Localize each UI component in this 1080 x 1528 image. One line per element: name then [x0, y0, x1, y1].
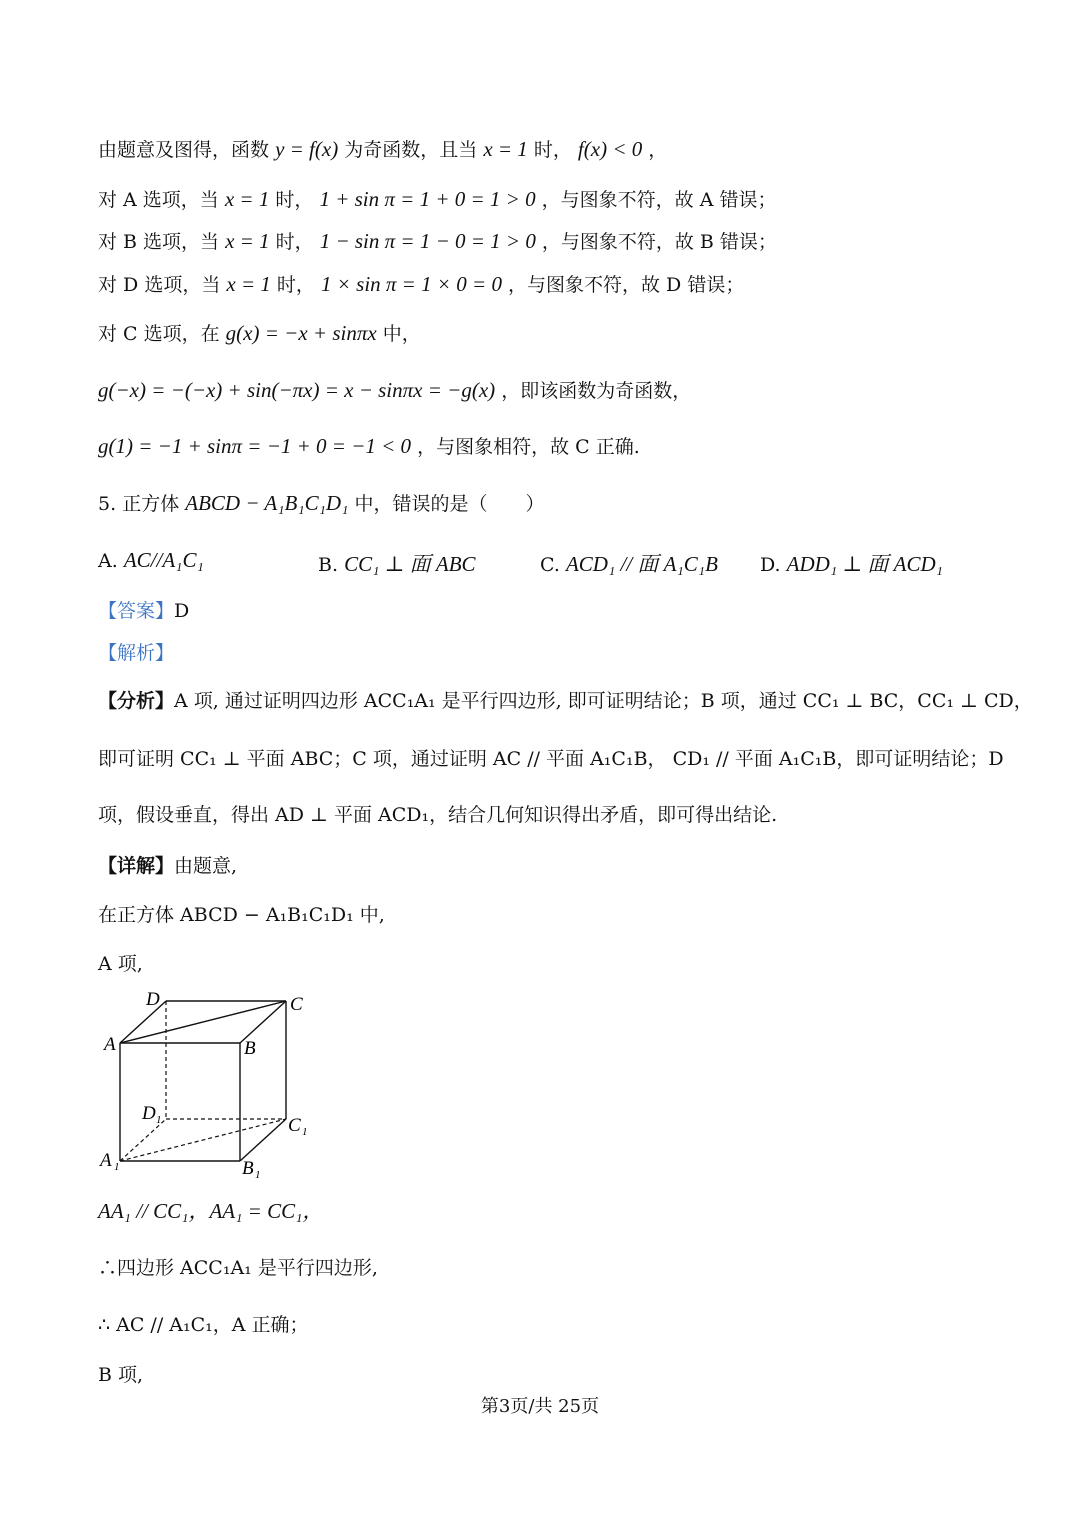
label-D1-sub: 1: [156, 1114, 162, 1126]
detail-a-item: A 项,: [98, 953, 143, 975]
text-line-5: 对 C 选项，在 g(x) = −x + sinπx 中，: [98, 321, 421, 345]
text-line-4: 对 D 选项，当 x = 1 时， 1 × sin π = 1 × 0 = 0 ，与图象不符，故 D 错误；: [98, 272, 745, 296]
label-B1-sub: 1: [255, 1169, 261, 1181]
detail-line: 【详解】由题意,: [98, 855, 238, 877]
label-B1: B: [242, 1158, 254, 1179]
label-D1: D: [142, 1103, 156, 1124]
detail-step1: AA₁ // CC₁，AA₁ = CC₁，: [98, 1199, 324, 1223]
analysis-p3: 项，假设垂直，得出 AD ⊥ 平面 ACD₁，结合几何知识得出矛盾，即可得出结论.: [98, 804, 778, 826]
option-c: C. ACD₁ // 面 A₁C₁B: [540, 552, 718, 576]
detail-cube-line: 在正方体 ABCD − A₁B₁C₁D₁ 中,: [98, 904, 385, 926]
label-C1-sub: 1: [302, 1126, 308, 1138]
page-footer: 第3页/共 25页: [480, 1396, 600, 1417]
option-a: A. AC//A₁C₁: [98, 548, 204, 572]
text-line-7: g(1) = −1 + sinπ = −1 + 0 = −1 < 0 ，与图象相符，故 C 正确.: [98, 434, 640, 458]
text-line-2: 对 A 选项，当 x = 1 时， 1 + sin π = 1 + 0 = 1 > 0 ，与图象不符，故 A 错误；: [98, 187, 777, 211]
option-d: D. ADD₁ ⊥ 面 ACD₁: [760, 552, 943, 576]
analysis-tag: 【解析】: [98, 642, 175, 664]
edge-A1-C1: [120, 1119, 286, 1161]
text-line-3: 对 B 选项，当 x = 1 时， 1 − sin π = 1 − 0 = 1 > 0 ，与图象不符，故 B 错误；: [98, 229, 777, 253]
label-C1: C: [288, 1115, 301, 1136]
answer-value: D: [174, 600, 190, 622]
cube-figure: [96, 984, 326, 1184]
answer-tag: 【答案】: [98, 600, 175, 622]
label-C: C: [290, 994, 303, 1015]
answer-line: [98, 598, 189, 624]
label-A1-sub: 1: [114, 1161, 120, 1173]
analysis-p1: 【分析】A 项, 通过证明四边形 ACC₁A₁ 是平行四边形, 即可证明结论；B 项，通过 CC₁ ⊥ BC，CC₁ ⊥ CD，: [98, 690, 1033, 712]
detail-b-item: B 项,: [98, 1364, 144, 1386]
detail-step3: ∴ AC // A₁C₁，A 正确；: [98, 1314, 309, 1336]
text-line-1: 由题意及图得，函数 y = f(x) 为奇函数，且当 x = 1 时， f(x) < 0 ，: [98, 137, 668, 161]
edge-A-C: [120, 1001, 286, 1043]
text-line-6: g(−x) = −(−x) + sin(−πx) = x − sinπx = −g(x) ，即该函数为奇函数，: [98, 378, 692, 402]
analysis-p2: 即可证明 CC₁ ⊥ 平面 ABC；C 项，通过证明 AC // 平面 A₁C₁B， CD₁ // 平面 A₁C₁B，即可证明结论；D: [98, 748, 1004, 770]
option-b: B. CC₁ ⊥ 面 ABC: [318, 552, 476, 576]
label-B: B: [244, 1038, 256, 1059]
label-A1: A: [100, 1150, 112, 1171]
detail-step2: ∴四边形 ACC₁A₁ 是平行四边形,: [98, 1257, 378, 1279]
question-5: 5. 正方体 ABCD − A₁B₁C₁D₁ 中，错误的是（ ）: [98, 491, 545, 515]
label-D: D: [146, 989, 160, 1010]
label-A: A: [104, 1034, 116, 1055]
